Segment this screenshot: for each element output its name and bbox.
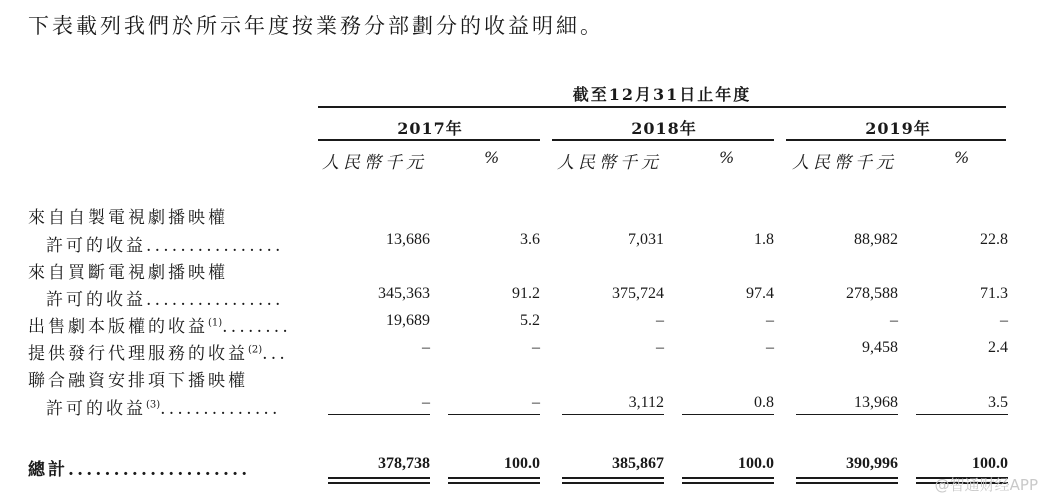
row-0-amount-cell: 7,031 (628, 231, 664, 248)
watermark: @智通财经APP (934, 476, 1038, 494)
row-cofinancing-l2: 許可的收益$^{(3)}$.............. (46, 399, 281, 419)
row-4-percent-cell: 3.5 (988, 394, 1008, 411)
intro-text: 下表載列我們於所示年度按業務分部劃分的收益明細。 (28, 14, 604, 38)
row-4-percent-cell: – (532, 394, 540, 411)
unit-2019: 人民幣千元 (792, 153, 897, 173)
total-rule-top-4 (682, 477, 774, 479)
total-percent-cell: 100.0 (972, 455, 1008, 472)
pct-2019: % (954, 148, 970, 167)
pct-2017: % (484, 148, 500, 167)
unit-2017: 人民幣千元 (322, 153, 427, 173)
total-percent-cell: 100.0 (504, 455, 540, 472)
row-1-percent-cell: 71.3 (980, 285, 1008, 302)
year-2017: 2017年 (397, 119, 463, 138)
row-0-percent-cell: 22.8 (980, 231, 1008, 248)
row-0-percent-cell: 1.8 (754, 231, 774, 248)
row-1-amount-cell: 345,363 (378, 285, 430, 302)
row-0-amount-cell: 13,686 (386, 231, 430, 248)
total-amount-cell: 385,867 (612, 455, 664, 472)
total-rule-top-1 (328, 477, 430, 479)
total-rule-top-3 (562, 477, 664, 479)
total-rule-bot-4 (682, 482, 774, 484)
total-rule-top-2 (448, 477, 540, 479)
row-2-amount-cell: – (656, 312, 664, 329)
year-rule-2019 (786, 139, 1006, 141)
total-amount-cell: 390,996 (846, 455, 898, 472)
row-0-amount-cell: 88,982 (854, 231, 898, 248)
total-rule-bot-2 (448, 482, 540, 484)
row-2-percent-cell: – (1000, 312, 1008, 329)
row-3-amount-cell: 9,458 (862, 339, 898, 356)
total-rule-bot-3 (562, 482, 664, 484)
row-1-amount-cell: 278,588 (846, 285, 898, 302)
row-distribution: 提供發行代理服務的收益$^{(2)}$... (28, 344, 288, 364)
row-4-percent-cell: 0.8 (754, 394, 774, 411)
row-purchased-l1: 來自買斷電視劇播映權 (28, 263, 228, 283)
pct-2018: % (719, 148, 735, 167)
subtotal-rule-5 (796, 414, 898, 415)
subtotal-rule-4 (682, 414, 774, 415)
row-1-percent-cell: 91.2 (512, 285, 540, 302)
total-percent-cell: 100.0 (738, 455, 774, 472)
year-2019: 2019年 (865, 119, 931, 138)
subtotal-rule-6 (916, 414, 1008, 415)
row-3-amount-cell: – (422, 339, 430, 356)
period-rule (318, 106, 1006, 108)
year-rule-2017 (318, 139, 540, 141)
subtotal-rule-3 (562, 414, 664, 415)
year-rule-2018 (552, 139, 774, 141)
row-purchased-l2: 許可的收益................ (46, 290, 284, 310)
total-label: 總計.................... (28, 460, 251, 480)
total-amount-cell: 378,738 (378, 455, 430, 472)
subtotal-rule-1 (328, 414, 430, 415)
subtotal-rule-2 (448, 414, 540, 415)
year-2018: 2018年 (631, 119, 697, 138)
row-3-amount-cell: – (656, 339, 664, 356)
row-2-percent-cell: – (766, 312, 774, 329)
row-self-produced-l1: 來自自製電視劇播映權 (28, 208, 228, 228)
row-4-amount-cell: 3,112 (628, 394, 664, 411)
row-3-percent-cell: 2.4 (988, 339, 1008, 356)
row-0-percent-cell: 3.6 (520, 231, 540, 248)
row-self-produced-l2: 許可的收益................ (46, 236, 284, 256)
row-1-percent-cell: 97.4 (746, 285, 774, 302)
total-rule-bot-1 (328, 482, 430, 484)
row-3-percent-cell: – (766, 339, 774, 356)
row-3-percent-cell: – (532, 339, 540, 356)
total-rule-bot-5 (796, 482, 898, 484)
total-rule-top-5 (796, 477, 898, 479)
row-2-amount-cell: 19,689 (386, 312, 430, 329)
period-header: 截至12月31日止年度 (572, 85, 752, 104)
row-2-percent-cell: 5.2 (520, 312, 540, 329)
row-1-amount-cell: 375,724 (612, 285, 664, 302)
row-script-sales: 出售劇本版權的收益$^{(1)}$........ (28, 317, 292, 337)
row-4-amount-cell: 13,968 (854, 394, 898, 411)
row-2-amount-cell: – (890, 312, 898, 329)
unit-2018: 人民幣千元 (557, 153, 662, 173)
row-4-amount-cell: – (422, 394, 430, 411)
row-cofinancing-l1: 聯合融資安排項下播映權 (28, 371, 248, 391)
